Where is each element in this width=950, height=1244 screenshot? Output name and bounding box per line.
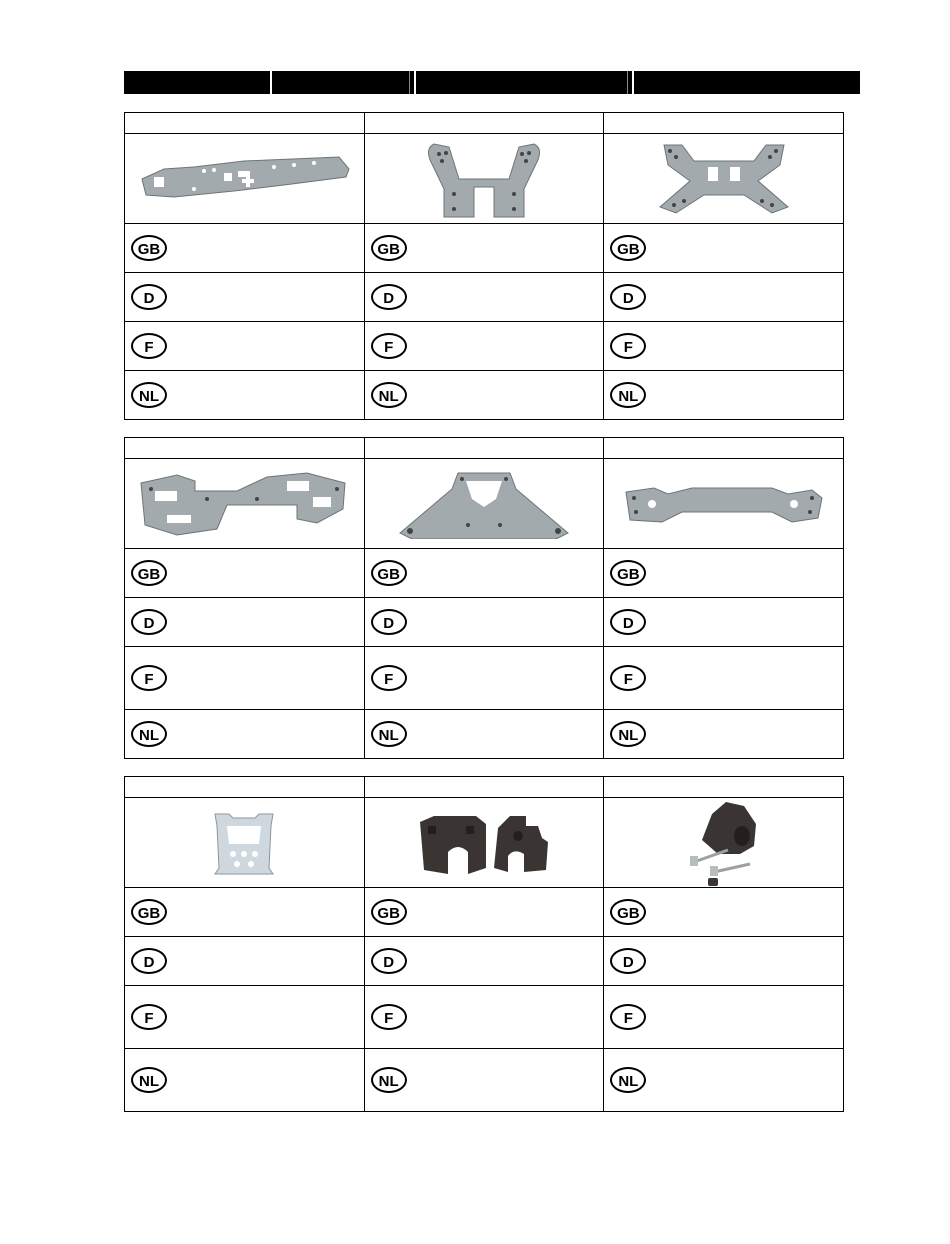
part-image-row [125, 798, 844, 888]
lang-badge-d: D [610, 284, 646, 310]
lang-badge-f: F [371, 1004, 407, 1030]
lang-cell [125, 549, 365, 598]
part-header-cell [364, 777, 604, 798]
header-divider [409, 71, 410, 94]
lang-badge-gb: GB [610, 560, 646, 586]
servo-mount-icon [684, 800, 764, 886]
part-header-cell [364, 113, 604, 134]
upper-deck-icon [137, 469, 351, 539]
lang-cell [364, 937, 604, 986]
lang-row-d [125, 273, 844, 322]
lang-cell [125, 1049, 365, 1112]
gear-cover-plate-icon [211, 810, 277, 876]
lang-cell [125, 710, 365, 759]
lang-badge-gb: GB [371, 899, 407, 925]
lang-badge-nl: NL [610, 721, 646, 747]
lang-row-f [125, 647, 844, 710]
lang-cell [604, 273, 844, 322]
lang-cell [604, 888, 844, 937]
part-number-row [125, 438, 844, 459]
part-image-cell [125, 798, 365, 888]
lang-badge-f: F [131, 333, 167, 359]
lang-badge-f: F [131, 665, 167, 691]
chassis-plate-icon [134, 149, 354, 209]
header-bar [124, 71, 860, 94]
lang-row-nl [125, 371, 844, 420]
part-image-cell [364, 134, 604, 224]
lang-cell [604, 322, 844, 371]
shock-tower-front-icon [414, 139, 554, 219]
lang-badge-f: F [610, 665, 646, 691]
lang-badge-nl: NL [371, 382, 407, 408]
lang-badge-nl: NL [371, 1067, 407, 1093]
part-header-cell [125, 113, 365, 134]
lang-cell [125, 371, 365, 420]
lang-cell [364, 322, 604, 371]
lang-cell [604, 647, 844, 710]
lang-cell [364, 1049, 604, 1112]
lang-cell [125, 888, 365, 937]
lang-row-d [125, 598, 844, 647]
lang-cell [364, 598, 604, 647]
part-image-cell [364, 798, 604, 888]
lang-badge-gb: GB [131, 235, 167, 261]
part-header-cell [604, 113, 844, 134]
part-header-cell [125, 438, 365, 459]
lang-badge-nl: NL [131, 1067, 167, 1093]
part-number-row [125, 113, 844, 134]
lang-badge-f: F [371, 333, 407, 359]
lang-cell [604, 224, 844, 273]
lang-badge-nl: NL [610, 382, 646, 408]
lang-cell [364, 647, 604, 710]
lang-badge-gb: GB [371, 560, 407, 586]
header-divider [270, 71, 272, 94]
lang-row-f [125, 986, 844, 1049]
lang-badge-nl: NL [131, 721, 167, 747]
parts-table-2 [124, 437, 844, 759]
lang-cell [125, 598, 365, 647]
part-header-cell [604, 438, 844, 459]
lang-badge-d: D [610, 609, 646, 635]
lang-cell [604, 371, 844, 420]
parts-table-1 [124, 112, 844, 420]
lang-cell [125, 986, 365, 1049]
lang-badge-gb: GB [371, 235, 407, 261]
part-header-cell [604, 777, 844, 798]
lang-cell [364, 371, 604, 420]
lang-badge-gb: GB [610, 899, 646, 925]
lang-cell [604, 710, 844, 759]
lang-cell [604, 549, 844, 598]
lang-badge-d: D [371, 609, 407, 635]
lang-cell [364, 888, 604, 937]
header-divider [632, 71, 634, 94]
lang-badge-gb: GB [610, 235, 646, 261]
lang-badge-nl: NL [610, 1067, 646, 1093]
part-header-cell [125, 777, 365, 798]
lang-row-d [125, 937, 844, 986]
lang-badge-nl: NL [131, 382, 167, 408]
part-image-cell [364, 459, 604, 549]
part-image-cell [604, 134, 844, 224]
header-divider [414, 71, 416, 94]
part-image-cell [125, 134, 365, 224]
lang-badge-f: F [610, 1004, 646, 1030]
parts-table-3 [124, 776, 844, 1112]
lang-cell [125, 224, 365, 273]
part-image-row [125, 459, 844, 549]
lang-row-nl [125, 710, 844, 759]
lang-cell [604, 937, 844, 986]
part-header-cell [364, 438, 604, 459]
lang-cell [604, 598, 844, 647]
lang-cell [364, 710, 604, 759]
lang-badge-d: D [131, 284, 167, 310]
lang-badge-f: F [371, 665, 407, 691]
lang-badge-d: D [131, 948, 167, 974]
lang-row-gb [125, 549, 844, 598]
lang-badge-f: F [610, 333, 646, 359]
lang-badge-d: D [610, 948, 646, 974]
part-image-cell [125, 459, 365, 549]
lang-badge-d: D [371, 948, 407, 974]
lang-badge-nl: NL [371, 721, 407, 747]
part-number-row [125, 777, 844, 798]
lang-badge-f: F [131, 1004, 167, 1030]
shock-tower-rear-icon [654, 141, 794, 217]
lang-cell [604, 1049, 844, 1112]
lang-cell [125, 647, 365, 710]
lang-row-gb [125, 888, 844, 937]
lang-cell [604, 986, 844, 1049]
lang-cell [364, 224, 604, 273]
part-image-cell [604, 459, 844, 549]
lang-badge-gb: GB [131, 560, 167, 586]
lang-cell [125, 322, 365, 371]
lang-cell [125, 273, 365, 322]
lang-badge-gb: GB [131, 899, 167, 925]
part-image-row [125, 134, 844, 224]
header-divider [627, 71, 628, 94]
lang-cell [364, 986, 604, 1049]
lang-cell [364, 549, 604, 598]
lang-cell [125, 937, 365, 986]
lang-row-gb [125, 224, 844, 273]
bulkhead-plate-icon [396, 469, 572, 539]
lang-cell [364, 273, 604, 322]
lang-row-f [125, 322, 844, 371]
steering-bar-icon [622, 484, 826, 524]
lang-badge-d: D [371, 284, 407, 310]
part-image-cell [604, 798, 844, 888]
lang-badge-d: D [131, 609, 167, 635]
gearbox-housing-icon [414, 808, 554, 878]
lang-row-nl [125, 1049, 844, 1112]
